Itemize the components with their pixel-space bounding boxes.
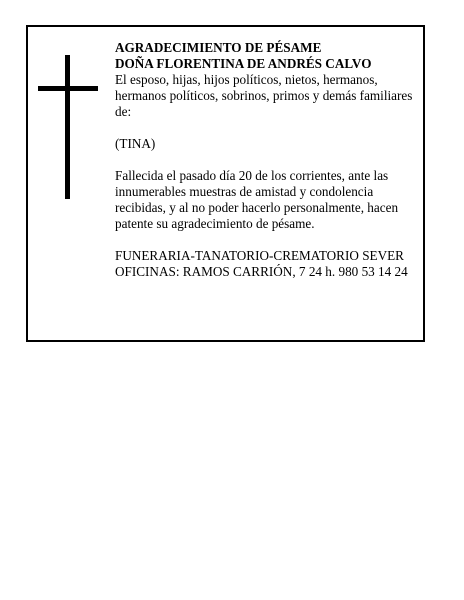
funeral-home: FUNERARIA-TANATORIO-CREMATORIO SEVER [115, 248, 404, 263]
notice-content [115, 40, 420, 280]
nickname: (TINA) [115, 136, 156, 151]
cross-horizontal-bar [38, 86, 98, 91]
cross-vertical-bar [65, 55, 70, 199]
cross-icon [38, 55, 98, 199]
notice-heading: AGRADECIMIENTO DE PÉSAME [115, 40, 322, 55]
family-text: El esposo, hijas, hijos políticos, nietos, hermanos, hermanos políticos, sobrinos, primos y demás familiares de: [115, 72, 413, 119]
deceased-name: DOÑA FLORENTINA DE ANDRÉS CALVO [115, 56, 372, 71]
condolence-notice [26, 25, 425, 342]
gratitude-message: Fallecida el pasado día 20 de los corrientes, ante las innumerables muestras de amistad y condolencia recibidas, y al no poder hacerlo personalmente, hacen patente su agradecimiento de pésame. [115, 168, 399, 231]
office-address: OFICINAS: RAMOS CARRIÓN, 7 24 h. 980 53 14 24 [115, 264, 408, 279]
